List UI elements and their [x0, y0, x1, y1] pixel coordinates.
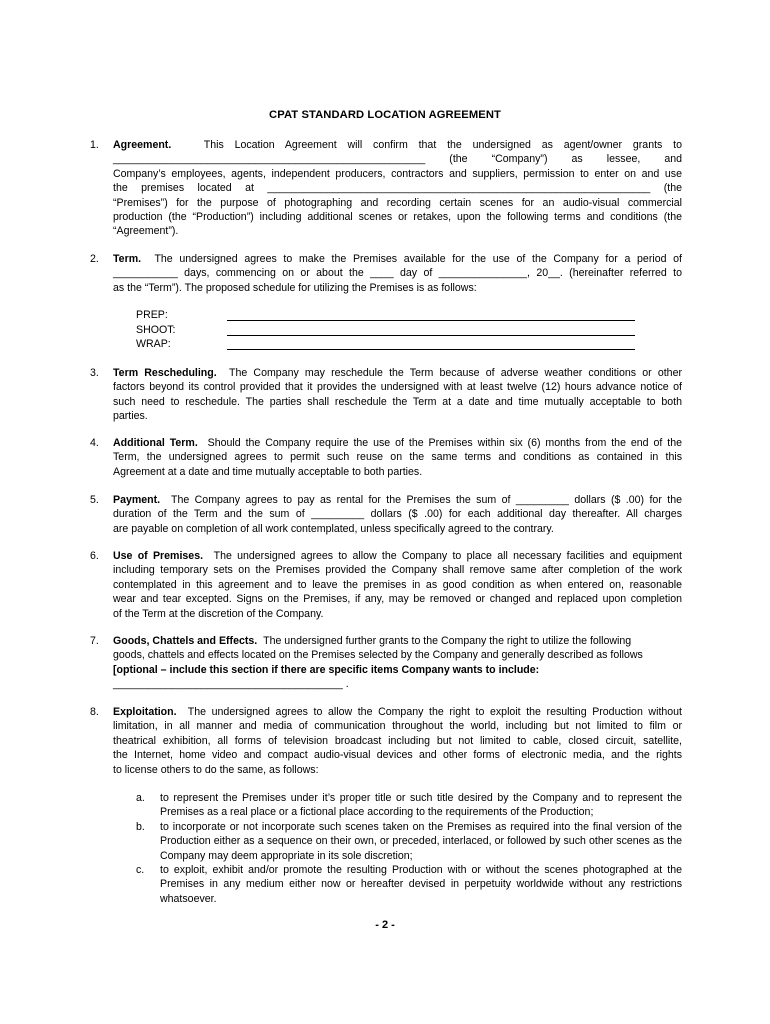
section-text: ___________ days, commencing on or about the ____ day of _______________, 20__. (hereinafter referred to — [113, 267, 682, 280]
section-text: The Company may reschedule the Term because of adverse weather conditions or other — [229, 367, 682, 379]
section-text: [optional – include this section if there are specific items Company wants to include: — [113, 663, 540, 676]
schedule-label: SHOOT: — [136, 323, 176, 336]
section-heading: Use of Premises. — [113, 550, 204, 562]
section-exploitation — [90, 705, 682, 777]
section-goods-chattels — [90, 634, 682, 692]
document-title: CPAT STANDARD LOCATION AGREEMENT — [269, 109, 501, 121]
section-text: This Location Agreement will confirm that the undersigned as agent/owner grants to — [203, 139, 682, 151]
section-number: 6. — [90, 550, 99, 562]
list-item-text: to exploit, exhibit and/or promote the resulting Production with or without the scenes photographed at the Premises in any medium either now or hereafter devised in perpetuity worldwide without any restrictions whatsoever. — [160, 864, 682, 905]
exploitation-sublist — [136, 791, 682, 906]
section-text: theatrical exhibition, all forms of television broadcast including but not limited to cable, closed circuit, satellite, — [113, 734, 682, 747]
section-text: contemplated in this agreement and to leave the premises in as good condition as when entered on, reasonable — [113, 578, 682, 591]
section-agreement — [90, 138, 682, 239]
section-heading: Agreement. — [113, 139, 172, 151]
list-item — [136, 791, 682, 820]
section-text: _______________________________________ . — [113, 678, 349, 691]
section-text: Term, the undersigned agrees to permit such reuse on the same terms and conditions as contained in this — [113, 451, 682, 464]
section-term-rescheduling — [90, 366, 682, 424]
list-item-letter: a. — [136, 792, 145, 804]
section-text: including temporary sets on the Premises provided the Company shall remove same after completion of the work — [113, 564, 682, 577]
section-number: 7. — [90, 635, 99, 647]
section-number: 2. — [90, 253, 99, 265]
section-number: 5. — [90, 494, 99, 506]
section-text: goods, chattels and effects located on the Premises selected by the Company and generally described as follows — [113, 649, 643, 662]
schedule-label: PREP: — [136, 309, 168, 321]
schedule-blank-line[interactable] — [227, 335, 635, 336]
section-number: 3. — [90, 367, 99, 379]
list-item-text: to incorporate or not incorporate such scenes taken on the Premises as required into the final version of the Production either as a sequence on their own, or preceded, interlaced, or followed by such other scenes as the Company may deem appropriate in its sole discretion; — [160, 820, 682, 862]
section-text: Should the Company require the use of the Premises within six (6) months from the end of the — [207, 437, 683, 449]
section-text: the Internet, home video and compact audio-visual devices and other forms of electronic media, and the rights — [113, 749, 682, 762]
list-item — [136, 863, 682, 906]
section-text: factors beyond its control provided that it provides the undersigned with at least twelve (12) hours advance notice of — [113, 381, 682, 394]
section-text: such need to reschedule. The parties shall reschedule the Term at a date and time mutually acceptable to both — [113, 395, 682, 408]
page-number: - 2 - — [375, 919, 395, 931]
section-text: Company’s employees, agents, independent producers, contractors and suppliers, permission to enter on and use — [113, 167, 682, 180]
section-text: as the “Term”). The proposed schedule for utilizing the Premises is as follows: — [113, 281, 477, 294]
list-item-letter: c. — [136, 864, 145, 877]
section-text: limitation, in all manner and media of communication throughout the world, including but not limited to film or — [113, 720, 682, 733]
section-text: to license others to do the same, as follows: — [113, 763, 319, 776]
schedule-label: WRAP: — [136, 338, 171, 350]
section-term — [90, 252, 682, 295]
section-text: of the Term at the discretion of the Company. — [113, 607, 324, 620]
section-text: are payable on completion of all work contemplated, unless specifically agreed to the contrary. — [113, 522, 554, 535]
section-heading: Additional Term. — [113, 437, 198, 449]
section-number: 8. — [90, 706, 99, 718]
list-item-text: to represent the Premises under it’s proper title or such title desired by the Company and to represent the Premises as a real place or a fictional place according to the requirements of the Production; — [160, 792, 682, 819]
section-text: parties. — [113, 410, 148, 423]
schedule-blank-line[interactable] — [227, 320, 635, 321]
section-heading: Goods, Chattels and Effects. — [113, 635, 258, 647]
section-text: “Premises”) for the purpose of photographing and recording certain scenes for an audio-visual commercial — [113, 196, 682, 209]
list-item — [136, 820, 682, 863]
list-item-letter: b. — [136, 820, 145, 833]
section-text: _____________________________________________________ (the “Company”) as lessee, and — [113, 153, 682, 166]
schedule-blank-line[interactable] — [227, 349, 635, 350]
section-text: The undersigned agrees to allow the Company the right to exploit the resulting Production without — [187, 706, 683, 718]
section-text: The Company agrees to pay as rental for the Premises the sum of _________ dollars ($ .00) for the — [170, 494, 682, 506]
section-text: Agreement at a date and time mutually acceptable to both parties. — [113, 465, 423, 478]
section-text: The undersigned agrees to allow the Company to place all necessary facilities and equipment — [213, 550, 682, 562]
section-heading: Payment. — [113, 494, 161, 506]
section-text: production (the “Production”) including additional scenes or retakes, upon the following terms and conditions (the — [113, 211, 682, 224]
section-text: The undersigned further grants to the Company the right to utilize the following — [263, 635, 632, 647]
section-heading: Exploitation. — [113, 706, 177, 718]
section-heading: Term Rescheduling. — [113, 367, 217, 379]
section-text: “Agreement”). — [113, 225, 179, 238]
section-payment — [90, 493, 682, 536]
section-additional-term — [90, 436, 682, 479]
section-number: 1. — [90, 139, 99, 151]
section-text: wear and tear excepted. Signs on the Premises, if any, may be removed or changed and replaced upon completion — [113, 593, 682, 606]
section-text: duration of the Term and the sum of _________ dollars ($ .00) for each additional day thereafter. All charges — [113, 508, 682, 521]
section-number: 4. — [90, 437, 99, 449]
section-text: The undersigned agrees to make the Premises available for the use of the Company for a period of — [154, 253, 682, 265]
section-heading: Term. — [113, 253, 142, 265]
section-text: the premises located at _________________________________________________________________ (the — [113, 182, 682, 195]
section-use-of-premises — [90, 549, 682, 621]
